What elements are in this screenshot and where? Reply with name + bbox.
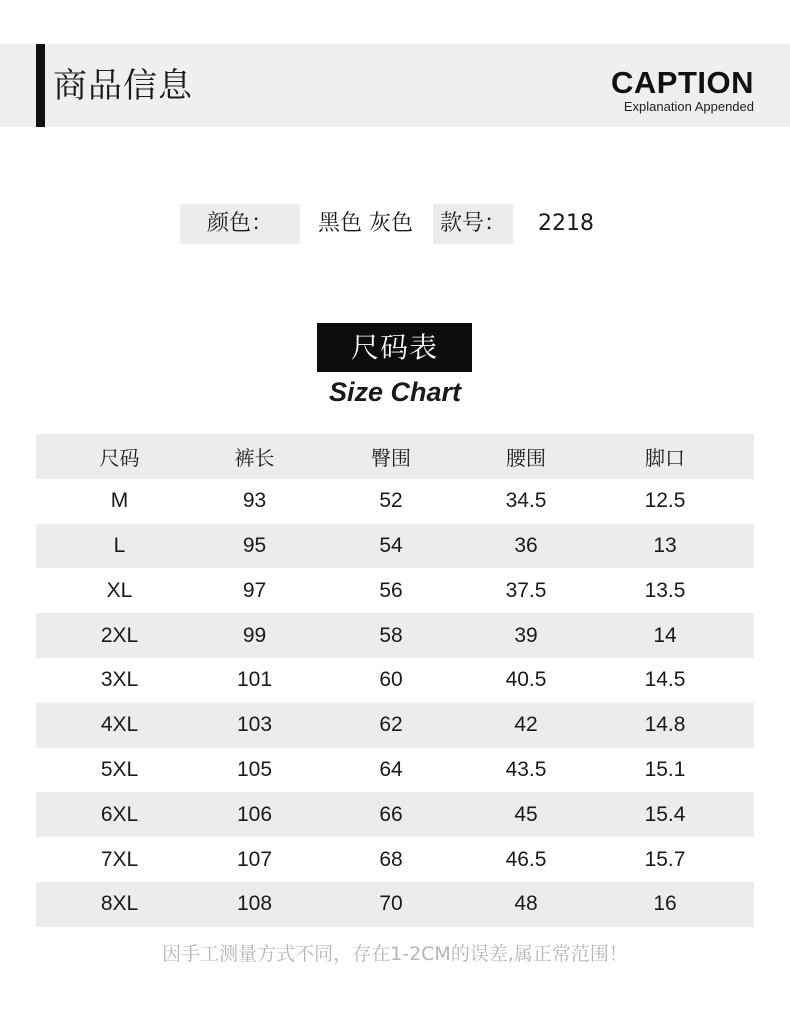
table-row — [36, 568, 754, 613]
table-cell: 54 — [379, 533, 403, 557]
table-cell: 5XL — [100, 757, 139, 781]
table-row — [36, 882, 754, 927]
table-cell: 101 — [236, 668, 273, 692]
table-cell: 42 — [514, 713, 538, 737]
brand-tagline: Explanation Appended — [623, 99, 754, 114]
table-row — [36, 792, 754, 837]
table-cell: 97 — [242, 578, 267, 602]
table-cell: 37.5 — [505, 578, 547, 602]
table-cell: 12.5 — [644, 489, 686, 513]
column-header-waist: 腰围 — [506, 445, 546, 470]
brand-name: CAPTION — [611, 65, 754, 100]
table-cell: 40.5 — [505, 668, 547, 692]
table-cell: 15.7 — [644, 847, 686, 871]
table-cell: 4XL — [100, 713, 139, 737]
table-cell: 70 — [379, 892, 403, 916]
table-cell: 95 — [242, 533, 267, 557]
table-cell: 93 — [242, 489, 267, 513]
table-cell: 62 — [379, 713, 403, 737]
table-cell: 7XL — [100, 847, 139, 871]
table-cell: 58 — [379, 623, 403, 647]
color-label: 颜色： — [180, 204, 300, 244]
table-cell: 39 — [514, 623, 538, 647]
table-cell: 64 — [379, 757, 403, 781]
color-value: 黑色 灰色 — [318, 211, 413, 236]
table-row — [36, 748, 754, 793]
table-cell: 14.5 — [644, 668, 686, 692]
table-cell: 106 — [236, 802, 273, 826]
table-cell: 43.5 — [505, 757, 547, 781]
style-number-label: 款号： — [433, 204, 513, 244]
column-header-hip: 臀围 — [371, 445, 411, 470]
table-row — [36, 658, 754, 703]
table-cell: 66 — [379, 802, 403, 826]
column-header-size: 尺码 — [99, 445, 140, 470]
table-header-row — [36, 434, 754, 479]
style-number-value: 2218 — [538, 211, 594, 236]
column-header-hem: 脚口 — [645, 445, 685, 470]
table-cell: L — [113, 533, 126, 557]
table-cell: 16 — [653, 892, 677, 916]
measurement-note: 因手工测量方式不同，存在1-2CM的误差,属正常范围！ — [162, 943, 628, 965]
table-cell: XL — [106, 578, 133, 602]
size-table — [36, 434, 754, 927]
table-cell: 14 — [653, 623, 677, 647]
table-row — [36, 613, 754, 658]
table-cell: 68 — [379, 847, 403, 871]
size-chart-title: 尺码表 — [317, 323, 472, 372]
table-row — [36, 703, 754, 748]
size-chart-subtitle: Size Chart — [328, 377, 462, 407]
table-cell: 8XL — [100, 892, 139, 916]
table-cell: 3XL — [100, 668, 139, 692]
table-cell: 99 — [242, 623, 267, 647]
table-cell: 107 — [236, 847, 273, 871]
table-cell: M — [110, 489, 129, 513]
table-cell: 108 — [236, 892, 273, 916]
table-cell: 56 — [379, 578, 403, 602]
table-cell: 52 — [379, 489, 403, 513]
table-cell: 105 — [236, 757, 273, 781]
table-cell: 15.4 — [644, 802, 686, 826]
table-cell: 48 — [514, 892, 538, 916]
table-cell: 45 — [514, 802, 538, 826]
table-cell: 15.1 — [644, 757, 686, 781]
header-banner — [0, 44, 790, 127]
table-cell: 103 — [236, 713, 273, 737]
table-cell: 2XL — [100, 623, 139, 647]
table-row — [36, 479, 754, 524]
table-cell: 34.5 — [505, 489, 547, 513]
table-cell: 13.5 — [644, 578, 686, 602]
table-cell: 36 — [514, 533, 538, 557]
header-accent-bar — [36, 44, 45, 127]
table-cell: 6XL — [100, 802, 139, 826]
brand-logo — [611, 65, 754, 115]
table-row — [36, 837, 754, 882]
table-row — [36, 524, 754, 569]
column-header-length: 裤长 — [234, 445, 275, 470]
table-cell: 60 — [379, 668, 403, 692]
table-cell: 14.8 — [644, 713, 686, 737]
table-cell: 13 — [653, 533, 677, 557]
page-title: 商品信息 — [53, 66, 193, 106]
table-cell: 46.5 — [505, 847, 547, 871]
